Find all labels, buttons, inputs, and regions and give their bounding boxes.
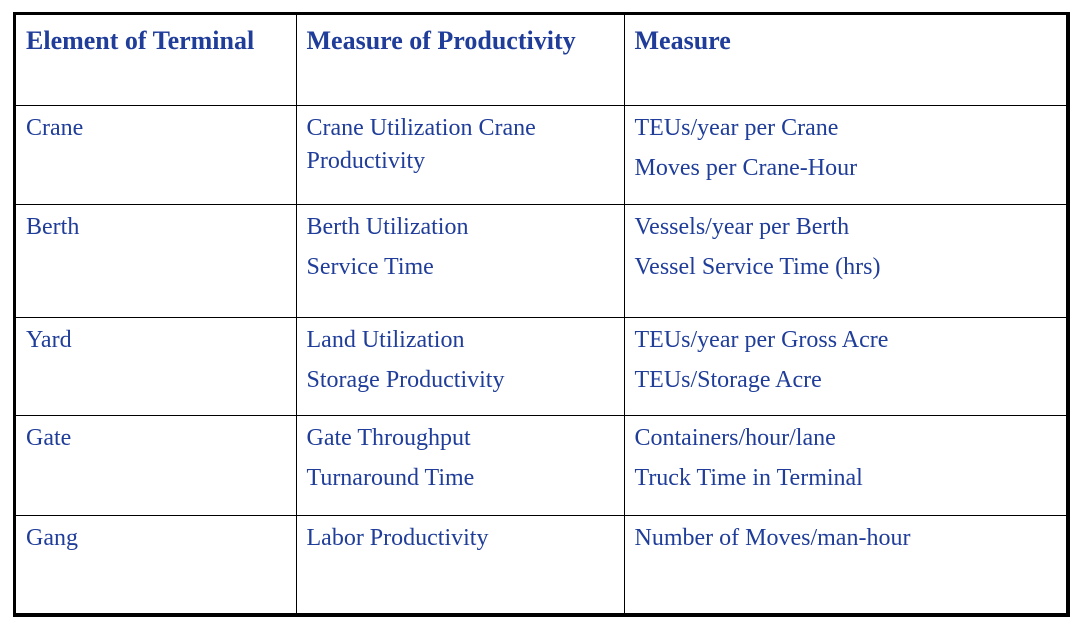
element-label: Crane bbox=[26, 115, 84, 142]
measure-label: Number of Moves/man-hour bbox=[634, 524, 911, 551]
measure-label: Truck Time in Terminal bbox=[634, 465, 863, 492]
cell-productivity bbox=[296, 106, 624, 205]
measure-label: Containers/hour/lane bbox=[634, 425, 836, 452]
table-row-berth bbox=[16, 204, 1066, 317]
element-label: Berth bbox=[26, 213, 80, 240]
header-measure: Measure bbox=[624, 15, 1066, 106]
measure-label: TEUs/Storage Acre bbox=[634, 366, 822, 393]
table-row-yard bbox=[16, 317, 1066, 416]
productivity-label: Land Utilization bbox=[306, 326, 465, 353]
cell-measure bbox=[624, 515, 1066, 613]
cell-element bbox=[16, 106, 296, 205]
cell-productivity bbox=[296, 317, 624, 416]
cell-productivity bbox=[296, 204, 624, 317]
measure-label: Vessel Service Time (hrs) bbox=[634, 253, 881, 280]
productivity-label: Crane Utilization Crane Productivity bbox=[306, 115, 536, 175]
cell-productivity bbox=[296, 515, 624, 613]
header-measure-of-productivity: Measure of Productivity bbox=[296, 15, 624, 106]
element-label: Gate bbox=[26, 425, 72, 452]
productivity-label: Gate Throughput bbox=[306, 425, 471, 452]
cell-productivity bbox=[296, 416, 624, 516]
measure-label: TEUs/year per Gross Acre bbox=[634, 326, 889, 353]
measure-label: Moves per Crane-Hour bbox=[634, 155, 858, 182]
measure-label: Vessels/year per Berth bbox=[634, 213, 850, 240]
table-row-gang bbox=[16, 515, 1066, 613]
cell-element bbox=[16, 317, 296, 416]
cell-measure bbox=[624, 106, 1066, 205]
table-row-gate bbox=[16, 416, 1066, 516]
cell-measure bbox=[624, 317, 1066, 416]
productivity-label: Turnaround Time bbox=[306, 465, 475, 492]
table-row-crane bbox=[16, 106, 1066, 205]
cell-measure bbox=[624, 204, 1066, 317]
productivity-label: Service Time bbox=[306, 253, 434, 280]
cell-measure bbox=[624, 416, 1066, 516]
productivity-label: Storage Productivity bbox=[306, 366, 505, 393]
element-label: Yard bbox=[26, 326, 72, 353]
element-label: Gang bbox=[26, 524, 78, 551]
productivity-table-frame bbox=[13, 12, 1070, 617]
measure-label: TEUs/year per Crane bbox=[634, 115, 839, 142]
table-header-row bbox=[16, 15, 1066, 106]
cell-element bbox=[16, 204, 296, 317]
productivity-label: Labor Productivity bbox=[306, 524, 489, 551]
cell-element bbox=[16, 416, 296, 516]
productivity-label: Berth Utilization bbox=[306, 213, 469, 240]
header-element-of-terminal: Element of Terminal bbox=[16, 15, 296, 106]
productivity-table bbox=[16, 15, 1066, 613]
cell-element bbox=[16, 515, 296, 613]
